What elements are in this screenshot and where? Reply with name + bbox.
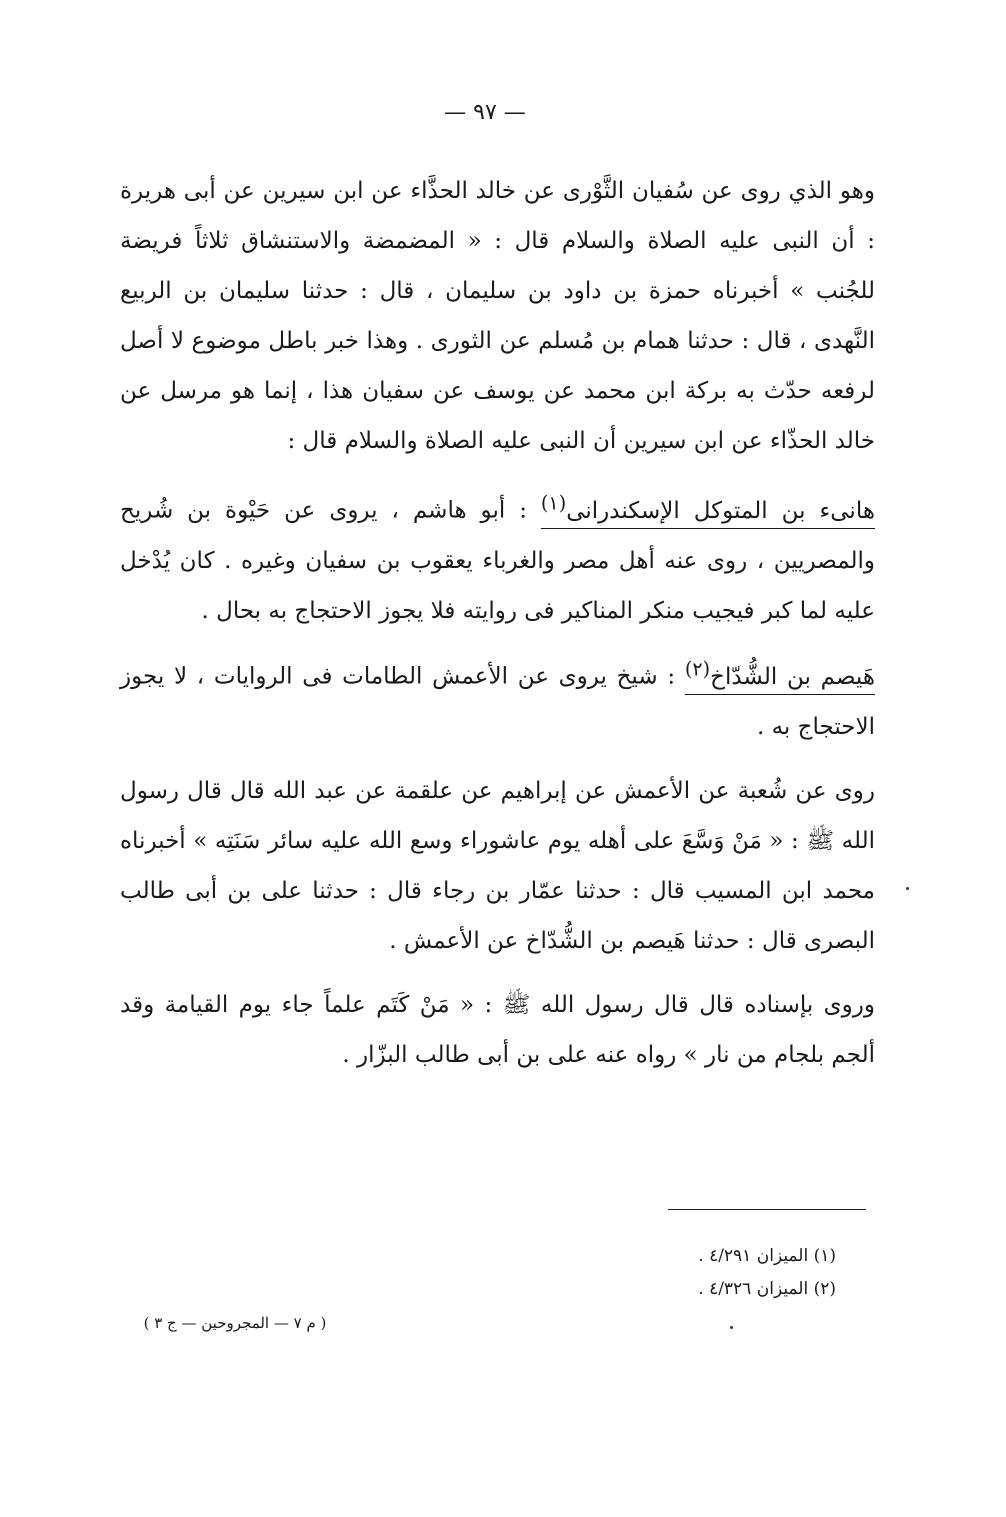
footnote-ref-2: (٢) — [684, 657, 711, 680]
entry-name-hani: هانىء بن المتوكل الإسكندرانى — [566, 497, 875, 524]
paragraph-knowledge-hadith: وروى بإسناده قال قال رسول الله ﷺ : « مَنْ كَتَم علماً جاء يوم القيامة وقد ألجم بلجام من نار » رواه عنه على بن أبى طالب البزّار . — [120, 992, 875, 1068]
entry-heading-hani — [540, 491, 875, 524]
entry-heading-haysam — [684, 657, 875, 690]
entry-text-haysam: : شيخ يروى عن الأعمش الطامات فى الروايات ، لا يجوز الاحتجاج به . — [120, 663, 875, 740]
footnote-2: (٢) الميزان ٤/٣٢٦ . — [698, 1279, 836, 1299]
page-number: — ٩٧ — — [444, 100, 526, 125]
footnote-ref-1: (١) — [540, 491, 567, 514]
entry-name-haysam: هَيصم بن الشُّدّاخ — [710, 663, 875, 690]
footnote-1: (١) الميزان ٤/٢٩١ . — [698, 1246, 836, 1266]
paragraph-ashura-hadith: روى عن شُعبة عن الأعمش عن إبراهيم عن علقمة عن عبد الله قال قال رسول الله ﷺ : « مَنْ وَسَّعَ على أهله يوم عاشوراء وسع الله عليه سائر سَنَتِه » أخبرناه محمد ابن المسيب قال : حدثنا عمّار بن رجاء قال : حدثنا على بن أبى طالب البصرى قال : حدثنا هَيصم بن الشُّدّاخ عن الأعمش . — [120, 778, 875, 954]
footnote-separator — [668, 1209, 866, 1210]
printer-signature: ( م ٧ — المجروحين — ج ٣ ) — [143, 1314, 327, 1332]
scan-speck — [906, 887, 909, 890]
paragraph-hani-entry — [120, 478, 875, 636]
footnotes-list — [500, 1240, 836, 1306]
scan-speck — [730, 1326, 733, 1329]
paragraph-hadith-madmada: وهو الذي روى عن سُفيان الثَّوْرى عن خالد الحذَّاء عن ابن سيرين عن أبى هريرة : أن النبى عليه الصلاة والسلام قال : « المضمضة والاستنشاق ثلاثاً فريضة للجُنب » أخبرناه حمزة بن داود بن سليمان ، قال : حدثنا سليمان بن الربيع النَّهدى ، قال : حدثنا همام بن مُسلم عن الثورى . وهذا خبر باطل موضوع لا أصل لرفعه حدّث به بركة ابن محمد عن يوسف عن سفيان هذا ، إنما هو مرسل عن خالد الحذّاء عن ابن سيرين أن النبى عليه الصلاة والسلام قال : — [120, 178, 875, 454]
entry-text-hani: : أبو هاشم ، يروى عن حَيْوة بن شُريح والمصريين ، روى عنه أهل مصر والغرباء يعقوب بن سفيان وغيره . كان يُدْخل عليه لما كبر فيجيب منكر المناكير فى روايته فلا يجوز الاحتجاج به بحال . — [120, 497, 875, 624]
paragraph-haysam-entry — [120, 644, 875, 752]
